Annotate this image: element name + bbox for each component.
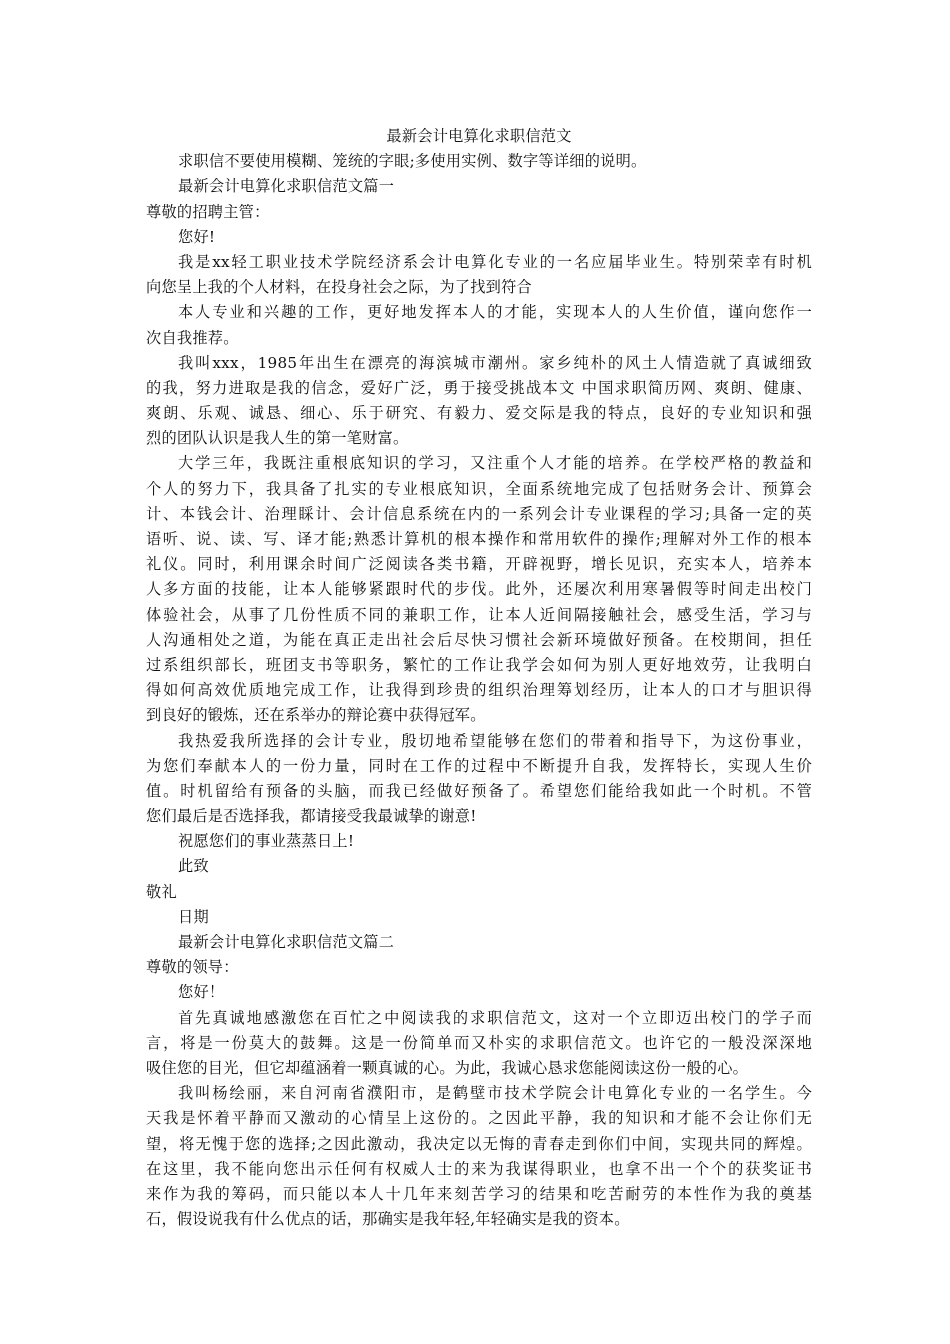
- paragraph-line: 大学三年，我既注重根底知识的学习，又注重个人才能的培养。在学校严格的教益和: [178, 454, 812, 473]
- closing-regards: 敬礼: [146, 882, 177, 901]
- paragraph-line: 计、本钱会计、治理睬计、会计信息系统在内的一系列会计专业课程的学习;具备一定的英: [146, 504, 812, 523]
- paragraph-line: 石，假设说我有什么优点的话，那确实是我年轻,年轻确实是我的资本。: [146, 1210, 630, 1229]
- salutation: 尊敬的领导：: [146, 958, 239, 977]
- paragraph-line: 我是xx轻工职业技术学院经济系会计电算化专业的一名应届毕业生。特别荣幸有时机: [178, 252, 812, 271]
- greeting: 您好！: [178, 983, 225, 1002]
- greeting: 您好!: [178, 227, 216, 246]
- section-heading-one: 最新会计电算化求职信范文篇一: [178, 177, 395, 196]
- paragraph-line: 言，将是一份莫大的鼓舞。这是一份简单而又朴实的求职信范文。也许它的一般没深深地: [146, 1033, 812, 1052]
- paragraph-line: 吸住您的目光，但它却蕴涵着一颗真诚的心。为此，我诚心恳求您能阅读这份一般的心。: [146, 1058, 749, 1077]
- paragraph-line: 天我是怀着平静而又激动的心情呈上这份的。之因此平静，我的知识和才能不会让你们无: [146, 1109, 812, 1128]
- paragraph-line: 来作为我的筹码，而只能以本人十几年来刻苦学习的结果和吃苦耐劳的本性作为我的奠基: [146, 1184, 812, 1203]
- paragraph-line: 得如何高效优质地完成工作，让我得到珍贵的组织治理筹划经历，让本人的口才与胆识得: [146, 681, 812, 700]
- paragraph-line: 体验社会，从事了几份性质不同的兼职工作，让本人近间隔接触社会，感受生活，学习与: [146, 605, 812, 624]
- paragraph-line: 个人的努力下，我具备了扎实的专业根底知识，全面系统地完成了包括财务会计、预算会: [146, 479, 812, 498]
- closing-wish: 祝愿您们的事业蒸蒸日上!: [178, 832, 355, 851]
- paragraph-line: 值。时机留给有预备的头脑，而我已经做好预备了。希望您们能给我如此一个时机。不管: [146, 781, 812, 800]
- paragraph-line: 人多方面的技能，让本人能够紧跟时代的步伐。此外，还屡次利用寒暑假等时间走出校门: [146, 580, 812, 599]
- paragraph-line: 烈的团队认识是我人生的第一笔财富。: [146, 429, 409, 448]
- paragraph-line: 我叫xxx，1985年出生在漂亮的海滨城市潮州。家乡纯朴的风土人情造就了真诚细致: [178, 353, 812, 372]
- paragraph-line: 我叫杨绘丽，来自河南省濮阳市，是鹤壁市技术学院会计电算化专业的一名学生。今: [178, 1084, 812, 1103]
- paragraph-line: 到良好的锻炼，还在系举办的辩论赛中获得冠军。: [146, 706, 486, 725]
- paragraph-line: 本人专业和兴趣的工作，更好地发挥本人的才能，实现本人的人生价值，谨向您作一: [178, 303, 812, 322]
- paragraph-line: 次自我推荐。: [146, 328, 239, 347]
- section-heading-two: 最新会计电算化求职信范文篇二: [178, 933, 395, 951]
- document-title: 最新会计电算化求职信范文: [386, 127, 572, 145]
- paragraph-line: 向您呈上我的个人材料，在投身社会之际，为了找到符合: [146, 278, 532, 297]
- closing-salute: 此致: [178, 857, 209, 876]
- document-page: [146, 124, 812, 1232]
- paragraph-line: 您们最后是否选择我，都请接受我最诚挚的谢意!: [146, 807, 477, 826]
- paragraph-line: 为您们奉献本人的一份力量，同时在工作的过程中不断提升自我，发挥特长，实现人生价: [146, 756, 812, 775]
- paragraph-line: 首先真诚地感激您在百忙之中阅读我的求职信范文，这对一个立即迈出校门的学子而: [178, 1008, 812, 1027]
- paragraph-line: 礼仪。同时，利用课余时间广泛阅读各类书籍，开辟视野，增长见识，充实本人，培养本: [146, 555, 812, 574]
- date-line: 日期: [178, 907, 209, 926]
- paragraph-line: 在这里，我不能向您出示任何有权威人士的来为我谋得职业，也拿不出一个个的获奖证书: [146, 1159, 812, 1178]
- paragraph-line: 望，将无愧于您的选择;之因此激动，我决定以无悔的青春走到你们中间，实现共同的辉煌。: [146, 1134, 812, 1153]
- salutation: 尊敬的招聘主管：: [146, 202, 270, 221]
- paragraph-line: 人沟通相处之道，为能在真正走出社会后尽快习惯社会新环境做好预备。在校期间，担任: [146, 630, 812, 649]
- paragraph-line: 语听、说、读、写、译才能;熟悉计算机的根本操作和常用软件的操作;理解对外工作的根本: [146, 530, 812, 548]
- paragraph-line: 的我，努力进取是我的信念，爱好广泛，勇于接受挑战本文 中国求职简历网、爽朗、健康、: [146, 378, 812, 397]
- intro-line: 求职信不要使用模糊、笼统的字眼;多使用实例、数字等详细的说明。: [178, 152, 647, 171]
- paragraph-line: 爽朗、乐观、诚恳、细心、乐于研究、有毅力、爱交际是我的特点，良好的专业知识和强: [146, 404, 812, 423]
- paragraph-line: 我热爱我所选择的会计专业，殷切地希望能够在您们的带着和指导下，为这份事业，: [178, 731, 812, 750]
- paragraph-line: 过系组织部长，班团支书等职务，繁忙的工作让我学会如何为别人更好地效劳，让我明白: [146, 655, 812, 674]
